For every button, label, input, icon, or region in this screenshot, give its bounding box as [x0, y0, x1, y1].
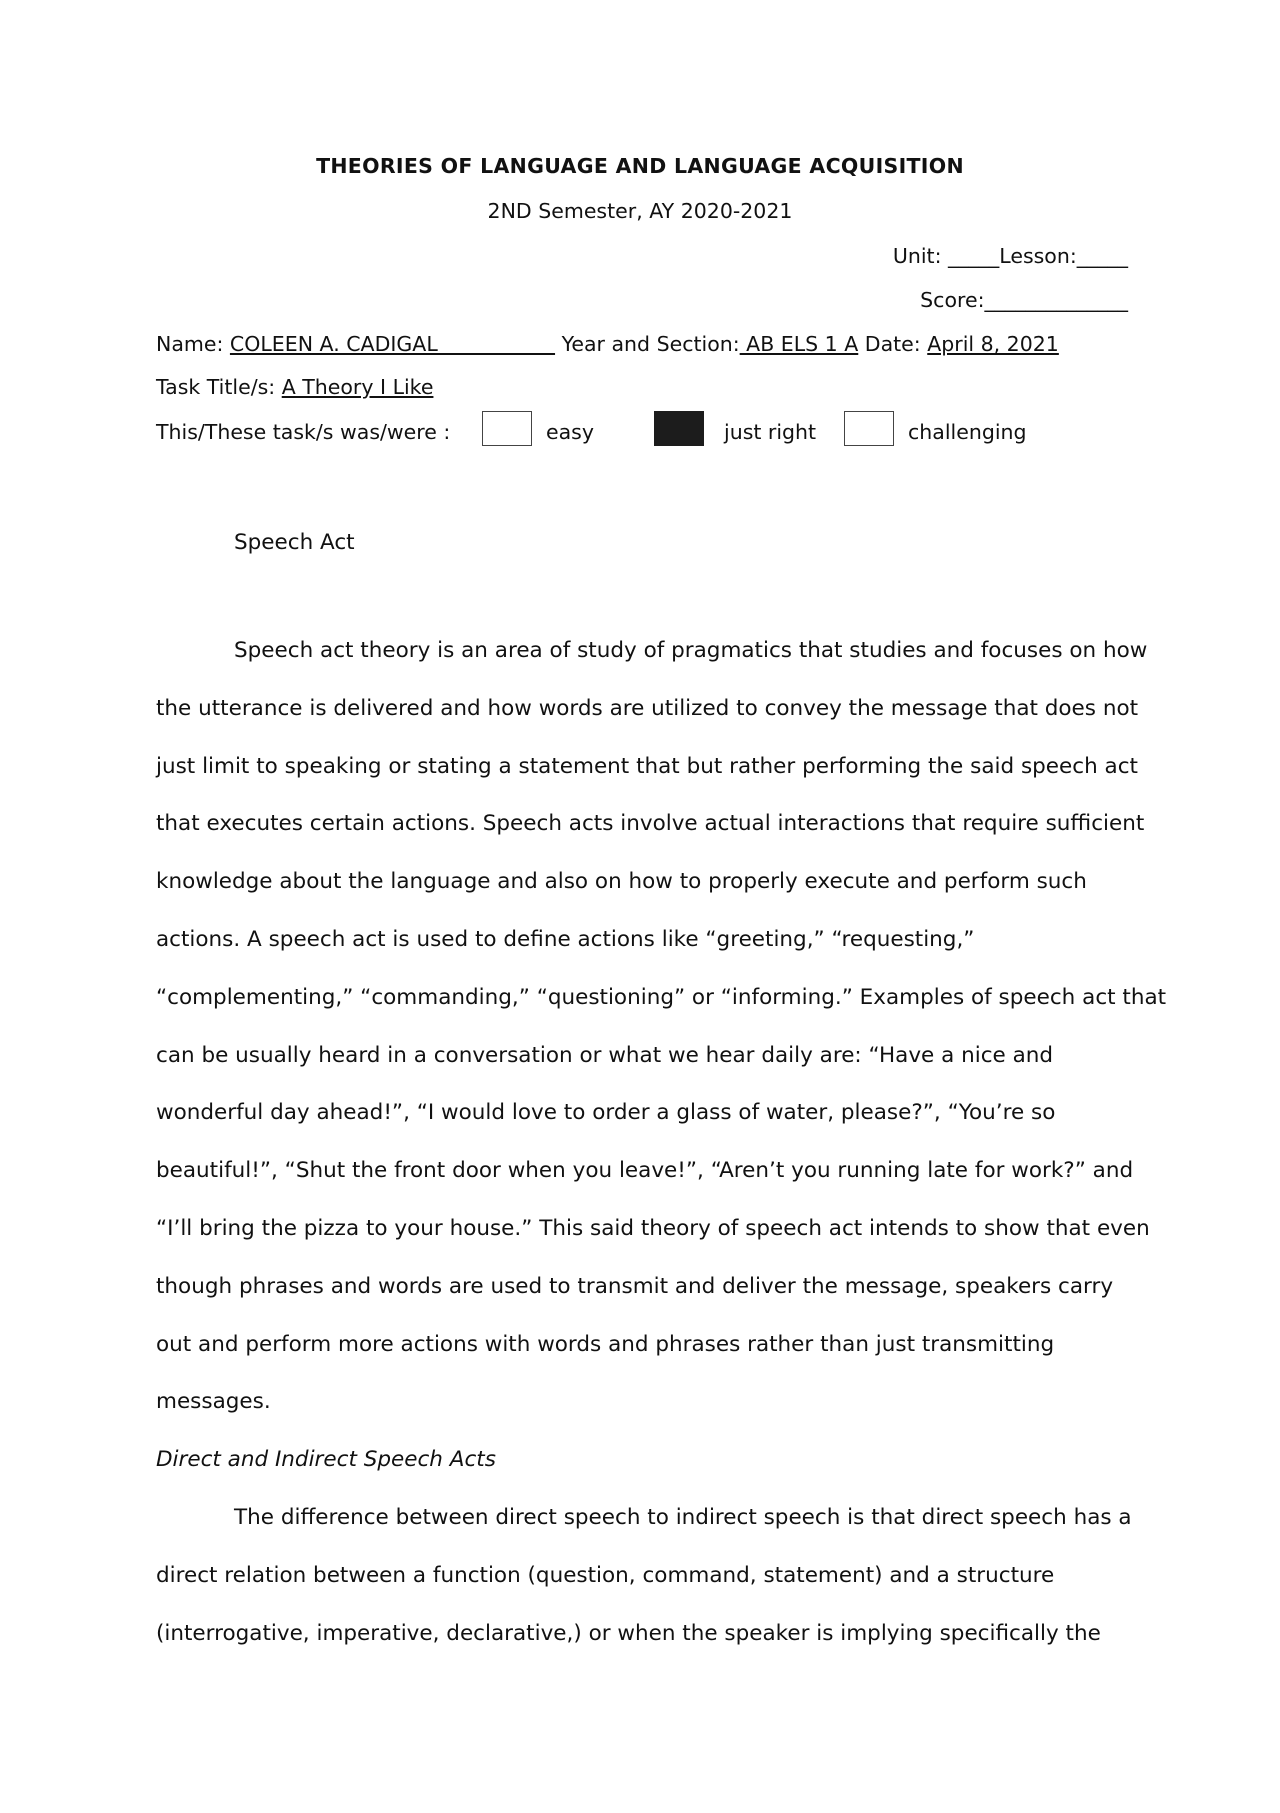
- section-label: Year and Section:: [561, 332, 740, 356]
- body-line: out and perform more actions with words and phrases rather than just transmitting: [156, 1331, 1055, 1357]
- unit-blank: _____: [948, 244, 1000, 268]
- easy-label: easy: [546, 420, 594, 444]
- challenging-label: challenging: [908, 420, 1027, 444]
- score-line: [920, 288, 1128, 312]
- body-line: wonderful day ahead!”, “I would love to order a glass of water, please?”, “You’re so: [156, 1100, 1056, 1126]
- semester-line: 2ND Semester, AY 2020-2021: [487, 199, 793, 223]
- document-title: THEORIES OF LANGUAGE AND LANGUAGE ACQUISITION: [316, 154, 964, 178]
- body-line: actions. A speech act is used to define actions like “greeting,” “requesting,”: [156, 926, 975, 952]
- unit-label: Unit:: [892, 244, 942, 268]
- body-line: (interrogative, imperative, declarative,) or when the speaker is implying specifically the: [156, 1620, 1101, 1646]
- body-line: just limit to speaking or stating a statement that but rather performing the said speech act: [156, 753, 1138, 779]
- just-right-checkbox[interactable]: [654, 411, 704, 446]
- score-blank: ______________: [984, 288, 1128, 312]
- challenging-checkbox[interactable]: [844, 411, 894, 446]
- lesson-blank: _____: [1076, 244, 1128, 268]
- section-value: AB ELS 1 A: [739, 332, 859, 356]
- body-line: knowledge about the language and also on how to properly execute and perform such: [156, 869, 1087, 895]
- body-text: [156, 622, 1167, 1662]
- body-line: that executes certain actions. Speech acts involve actual interactions that require sufficient: [156, 811, 1145, 837]
- task-title-label: Task Title/s:: [156, 375, 276, 399]
- section-heading: Speech Act: [234, 530, 355, 555]
- body-line: “complementing,” “commanding,” “questioning” or “informing.” Examples of speech act that: [156, 984, 1167, 1010]
- name-section-date-line: [156, 332, 1059, 356]
- body-line: can be usually heard in a conversation or what we hear daily are: “Have a nice and: [156, 1042, 1054, 1068]
- body-line: Speech act theory is an area of study of pragmatics that studies and focuses on how: [234, 638, 1148, 663]
- date-value: April 8, 2021: [927, 332, 1059, 356]
- task-title-value: A Theory I Like: [281, 375, 434, 399]
- date-label: Date:: [864, 332, 921, 356]
- difficulty-prompt: This/These task/s was/were :: [156, 420, 451, 444]
- body-line: “I’ll bring the pizza to your house.” This said theory of speech act intends to show that even: [156, 1215, 1150, 1241]
- name-label: Name:: [156, 332, 224, 356]
- body-line: the utterance is delivered and how words are utilized to convey the message that does not: [156, 695, 1139, 721]
- body-line: The difference between direct speech to indirect speech is that direct speech has a: [234, 1504, 1132, 1530]
- name-value: COLEEN A. CADIGAL: [229, 332, 556, 356]
- body-line: direct relation between a function (question, command, statement) and a structure: [156, 1562, 1055, 1588]
- score-label: Score:: [920, 288, 985, 312]
- subheading: Direct and Indirect Speech Acts: [156, 1447, 496, 1473]
- task-title-line: [156, 375, 433, 399]
- body-line: beautiful!”, “Shut the front door when you leave!”, “Aren’t you running late for work?” and: [156, 1158, 1134, 1184]
- lesson-label: Lesson:: [999, 244, 1077, 268]
- easy-checkbox[interactable]: [482, 411, 532, 446]
- just-right-label: just right: [724, 420, 817, 444]
- body-line: messages.: [156, 1389, 271, 1415]
- unit-lesson-line: [893, 244, 1128, 268]
- body-line: though phrases and words are used to transmit and deliver the message, speakers carry: [156, 1273, 1114, 1299]
